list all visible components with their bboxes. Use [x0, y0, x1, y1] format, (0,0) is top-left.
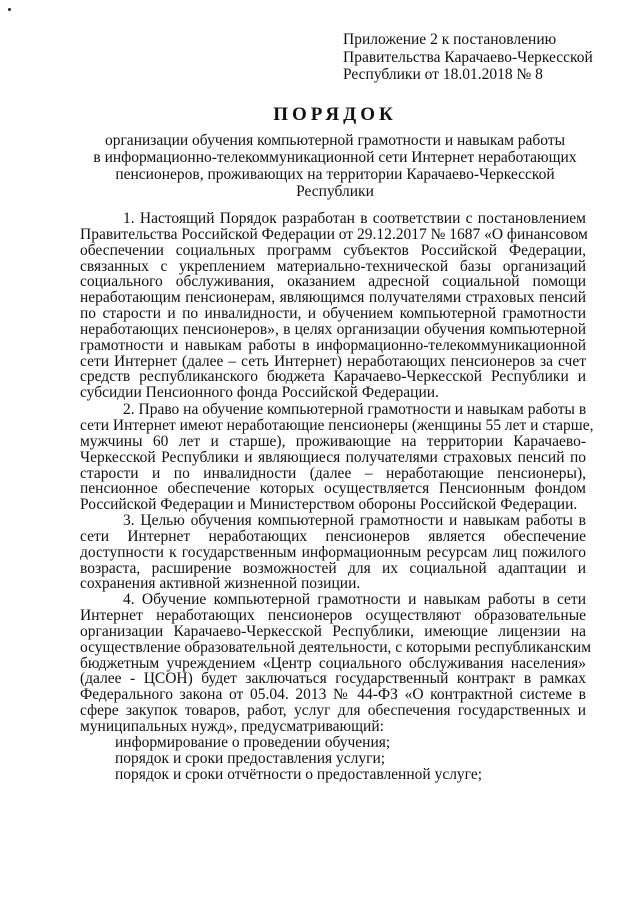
paragraph-line: неработающих пенсионеров», в целях организации обучения компьютерной — [80, 320, 586, 338]
paragraph-3 — [80, 513, 586, 592]
paragraph-line: сети Интернет имеют неработающие пенсионеры (женщины 55 лет и старше, — [80, 416, 594, 434]
paragraph-line: бюджетным учреждением «Центр социального обслуживания населения» — [80, 654, 586, 672]
paragraph-line: связанных с укреплением материально-технической базы организаций — [80, 257, 586, 275]
paragraph-2 — [80, 401, 594, 514]
paragraph-line: возраста, расширение возможностей для их социальной адаптации и — [80, 559, 586, 577]
appendix-note — [343, 31, 633, 84]
appendix-line: Приложение 2 к постановлению — [343, 31, 557, 48]
paragraph-line: муниципальных нужд», предусматривающий: — [80, 718, 384, 735]
list-item: порядок и сроки отчётности о предоставленной услуге; — [115, 765, 483, 783]
document-subtitle — [30, 132, 640, 200]
paragraph-line: средств республиканского бюджета Карачаево-Черкесской Республики и — [80, 368, 586, 386]
document-heading — [0, 104, 640, 200]
paragraph-line: Черкесской Республики и являющиеся получателями страховых пенсий по — [80, 448, 586, 466]
paragraph-line: 4. Обучение компьютерной грамотности и навыкам работы в сети — [123, 591, 586, 609]
paragraph-line: субсидии Пенсионного фонда Российской Федерации. — [80, 384, 439, 402]
paragraph-line: сети Интернет неработающих пенсионеров является обеспечение — [80, 527, 586, 545]
paragraph-line: сети Интернет (далее – сеть Интернет) неработающих пенсионеров за счет — [80, 352, 586, 370]
list-item: информирование о проведении обучения; — [115, 733, 391, 751]
paragraph-line: социального обслуживания, оказанием адресной социальной помощи — [80, 273, 586, 291]
appendix-line: Республики от 18.01.2018 № 8 — [343, 66, 543, 83]
document-body — [80, 210, 594, 783]
paragraph-1 — [80, 211, 586, 401]
paragraph-line: по старости и по инвалидности, и обучением компьютерной грамотности — [80, 305, 586, 323]
subtitle-line: Республики — [296, 183, 374, 200]
paragraph-line: 3. Целью обучения компьютерной грамотности и навыкам работы в — [123, 512, 586, 530]
paragraph-4 — [80, 591, 592, 735]
paragraph-line: Правительства Российской Федерации от 29.12.2017 № 1687 «О финансовом — [80, 225, 588, 243]
paragraph-line: старости и по инвалидности (далее – неработающие пенсионеры), — [80, 464, 586, 482]
subtitle-line: пенсионеров, проживающих на территории Карачаево-Черкесской — [115, 166, 555, 183]
provisions-list — [80, 735, 586, 783]
paragraph-line: Федерального закона от 05.04. 2013 № 44-ФЗ «О контрактной системе в — [80, 686, 586, 704]
appendix-line: Правительства Карачаево-Черкесской — [343, 48, 593, 66]
paragraph-line: (далее - ЦСОН) будет заключаться государственный контракт в рамках — [80, 670, 586, 688]
scan-dot — [8, 8, 11, 11]
paragraph-line: неработающим пенсионерам, являющимся получателями страховых пенсий — [80, 289, 586, 307]
paragraph-line: организации Карачаево-Черкесской Республики, имеющие лицензии на — [80, 622, 586, 640]
paragraph-line: Российской Федерации и Министерством обороны Российской Федерации. — [80, 496, 578, 514]
paragraph-line: Интернет неработающих пенсионеров осуществляют образовательные — [80, 607, 586, 625]
paragraph-line: грамотности и навыкам работы в информационно-телекоммуникационной — [80, 336, 586, 354]
paragraph-line: осуществление образовательной деятельности, с которыми республиканским — [80, 638, 592, 656]
paragraph-line: 2. Право на обучение компьютерной грамотности и навыкам работы в — [123, 401, 587, 419]
paragraph-line: мужчины 60 лет и старше), проживающие на территории Карачаево- — [80, 432, 586, 450]
paragraph-line: 1. Настоящий Порядок разработан в соответствии с постановлением — [123, 210, 586, 227]
paragraph-line: сохранения активной жизненной позиции. — [80, 575, 361, 593]
paragraph-line: доступности к государственным информационным ресурсам лиц пожилого — [80, 543, 586, 561]
subtitle-line: в информационно-телекоммуникационной сети Интернет неработающих — [93, 149, 577, 166]
list-item: порядок и сроки предоставления услуги; — [115, 749, 386, 767]
paragraph-line: обеспечении социальных программ субъектов Российской Федерации, — [80, 241, 586, 259]
subtitle-line: организации обучения компьютерной грамотности и навыкам работы — [104, 132, 566, 149]
document-title: ПОРЯДОК — [273, 104, 397, 125]
paragraph-line: сфере закупок товаров, работ, услуг для обеспечения государственных и — [80, 702, 586, 720]
paragraph-line: пенсионное обеспечение которых осуществляется Пенсионным фондом — [80, 480, 586, 498]
